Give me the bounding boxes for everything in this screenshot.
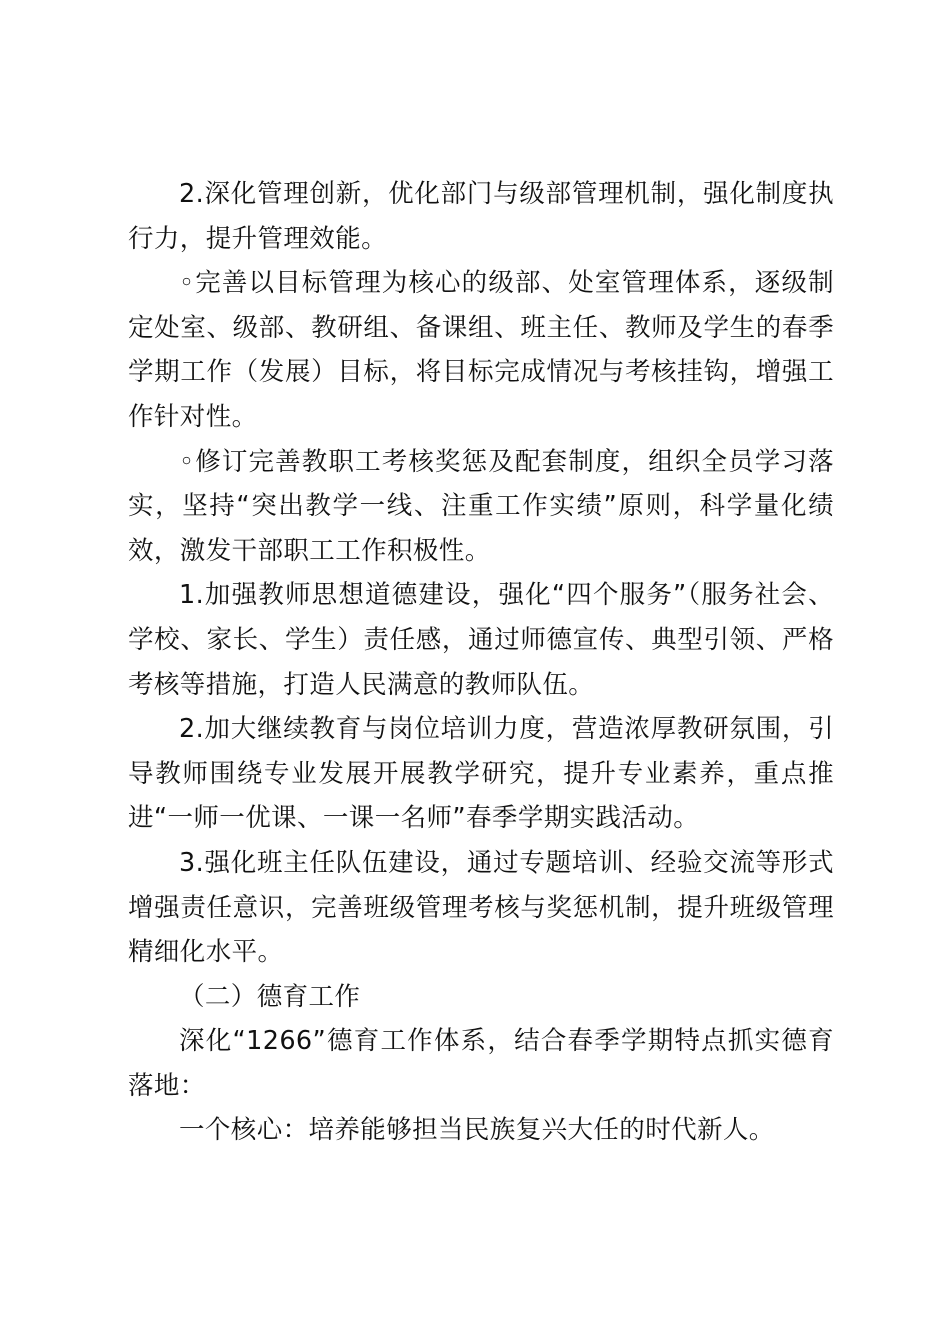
paragraph-moral-education-system: 深化“1266”德育工作体系，结合春季学期特点抓实德育落地： — [128, 1026, 834, 1101]
section-heading-moral-education: （二）德育工作 — [179, 981, 361, 1012]
paragraph-teacher-ethics: 1.加强教师思想道德建设，强化“四个服务”（服务社会、学校、家长、学生）责任感，通过师德宣传、典型引领、严格考核等措施，打造人民满意的教师队伍。 — [128, 580, 834, 700]
document-page — [128, 172, 834, 1153]
paragraph-management-innovation: 2.深化管理创新，优化部门与级部管理机制，强化制度执行力，提升管理效能。 — [128, 179, 834, 254]
paragraph-one-core: 一个核心：培养能够担当民族复兴大任的时代新人。 — [179, 1115, 775, 1146]
paragraph-target-management: ◦完善以目标管理为核心的级部、处室管理体系，逐级制定处室、级部、教研组、备课组、班主任、教师及学生的春季学期工作（发展）目标，将目标完成情况与考核挂钩，增强工作针对性。 — [128, 268, 834, 432]
paragraph-teacher-training: 2.加大继续教育与岗位培训力度，营造浓厚教研氛围，引导教师围绕专业发展开展教学研究，提升专业素养，重点推进“一师一优课、一课一名师”春季学期实践活动。 — [128, 714, 834, 834]
paragraph-assessment-system: ◦修订完善教职工考核奖惩及配套制度，组织全员学习落实，坚持“突出教学一线、注重工作实绩”原则，科学量化绩效，激发干部职工工作积极性。 — [128, 446, 834, 566]
paragraph-class-teacher-team: 3.强化班主任队伍建设，通过专题培训、经验交流等形式增强责任意识，完善班级管理考核与奖惩机制，提升班级管理精细化水平。 — [128, 847, 834, 968]
